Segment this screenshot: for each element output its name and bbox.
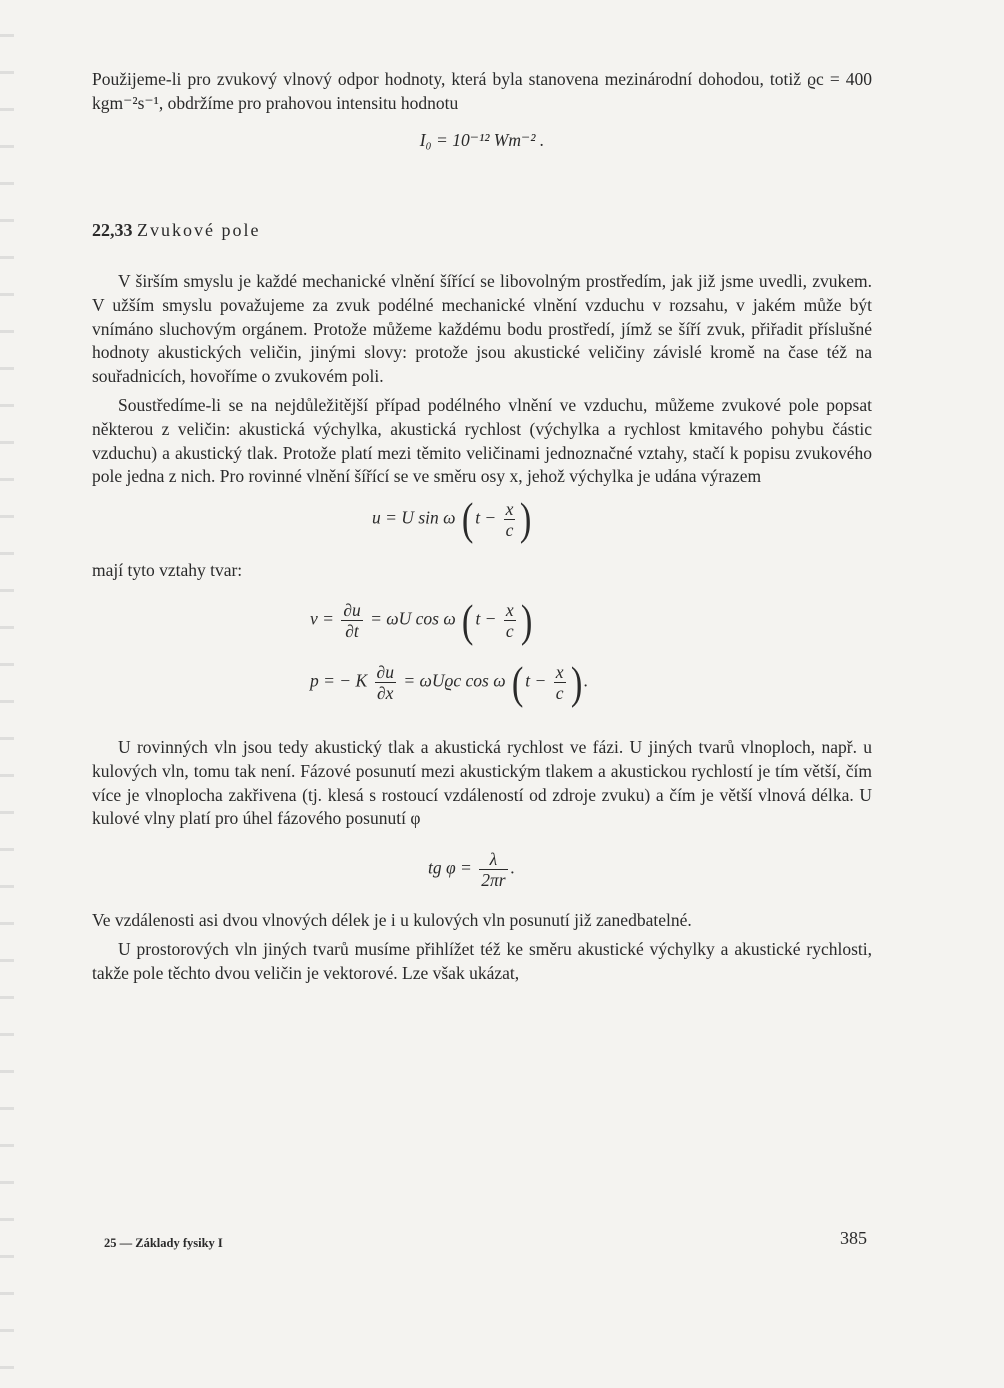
section-number: 22,33 [92,219,133,240]
equation-pressure: p = − K $\frac{\partial u}{\partial x}$ = ωUϱc cos ω ( t − $\frac{x}{c}$ ) . [310,656,589,708]
page-content [92,68,872,985]
page-number: 385 [840,1228,867,1248]
equation-velocity: v = $\frac{\partial u}{\partial t}$ = ωU cos ω ( t − $\frac{x}{c}$ ) [310,594,533,646]
equation-threshold-intensity: I₀ = 10⁻¹² Wm⁻² . [419,130,545,151]
paragraph-sound-field: V širším smyslu je každé mechanické vlnění šířící se libovolným prostředím, jak již jsme uvedli, zvukem. V užším smyslu považujeme za zvuk podélné mechanické vlnění vzduchu v rozsahu, v jakém může být vnímáno sluchovým orgánem. Protože můžeme každému bodu prostředí, jímž se šíří zvuk, přiřadit příslušné hodnoty akustických veličin, jinými slovy: protože jsou akustické veličiny závislé kromě na čase též na souřadnicích, hovoříme o zvukovém poli. [92,271,872,386]
section-heading [92,219,872,243]
equation-displacement: u = U sin ω ( t − $\frac{x}{c}$ ) [372,493,532,545]
footer-signature: 25 — Základy fysiky I [104,1236,223,1250]
paragraph-spatial-waves: U prostorových vln jiných tvarů musíme přihlížet též ke směru akustické výchylky a akustické rychlosti, takže pole těchto dvou veličin je vektorové. Lze však ukázat, [92,939,872,983]
paragraph-phase: U rovinných vln jsou tedy akustický tlak a akustická rychlost ve fázi. U jiných tvarů vlnoploch, např. u kulových vln, tomu tak není. Fázové posunutí mezi akustickým tlakem a akustickou rychlostí je tím větší, čím více je vlnoplocha zakřivena (tj. klesá s rostoucí vzdáleností od zdroje zvuku) a čím je větší vlnová délka. U kulové vlny platí pro úhel fázového posunutí φ [92,737,872,829]
section-title: Zvukové pole [137,219,261,240]
paragraph-distance: Ve vzdálenosti asi dvou vlnových délek je i u kulových vln posunutí již zanedbatelné. [92,909,692,930]
equation-phase-angle: tg φ = $\frac{\lambda}{2\pi r}$ . [428,848,515,890]
paragraph-relations-intro: mají tyto vztahy tvar: [92,559,243,580]
paragraph-intro: Použijeme-li pro zvukový vlnový odpor hodnoty, která byla stanovena mezinárodní dohodou, totiž ϱc = 400 kgm⁻²s⁻¹, obdržíme pro prahovou intensitu hodnotu [92,69,872,113]
paragraph-longitudinal-wave: Soustředíme-li se na nejdůležitější případ podélného vlnění ve vzduchu, můžeme zvukové pole popsat některou z veličin: akustická výchylka, akustická rychlost (výchylka a rychlost kmitavého pohybu částic vzduchu) a akustický tlak. Protože platí mezi těmito veličinami jednoznačné vztahy, stačí k popisu zvukového pole jedna z nich. Pro rovinné vlnění šířící se ve směru osy x, jehož výchylka je udána výrazem [92,395,872,487]
binding-edge [0,0,14,1388]
